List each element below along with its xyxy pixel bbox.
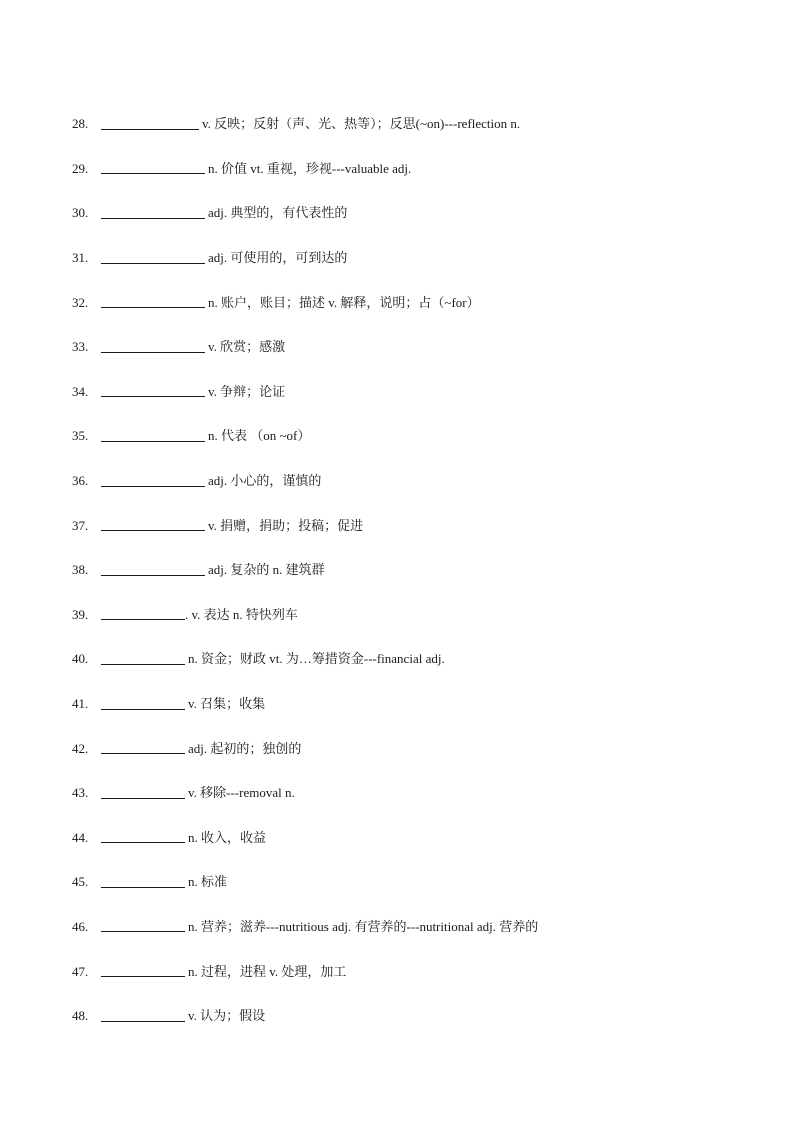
item-number: 28. [72,116,89,132]
answer-blank[interactable] [101,575,205,576]
list-item [72,459,772,504]
answer-blank[interactable] [101,887,185,888]
answer-blank[interactable] [101,263,205,264]
answer-blank[interactable] [101,664,185,665]
item-definition: adj. 小心的，谨慎的 [208,473,322,489]
answer-blank[interactable] [101,129,199,130]
item-number: 38. [72,562,89,578]
item-number: 35. [72,428,89,444]
answer-blank[interactable] [101,352,205,353]
item-definition: n. 收入，收益 [188,829,267,845]
answer-blank[interactable] [101,976,185,977]
item-definition: v. 召集；收集 [188,696,266,712]
item-definition: n. 过程，进程 v. 处理，加工 [188,963,347,979]
item-number: 45. [72,874,89,890]
list-item [72,503,772,548]
item-definition: n. 价值 vt. 重视，珍视---valuable adj. [208,160,412,176]
item-number: 40. [72,651,89,667]
item-number: 48. [72,1008,89,1024]
item-number: 43. [72,785,89,801]
item-number: 34. [72,383,89,399]
list-item [72,280,772,325]
list-item [72,637,772,682]
answer-blank[interactable] [101,842,185,843]
item-definition: n. 标准 [188,874,228,890]
item-number: 46. [72,918,89,934]
item-definition: adj. 起初的；独创的 [188,740,302,756]
list-item [72,370,772,415]
item-definition: v. 反映；反射（声、光、热等）；反思(~on)---reflection n. [202,116,521,132]
item-number: 33. [72,339,89,355]
item-number: 30. [72,205,89,221]
answer-blank[interactable] [101,486,205,487]
item-definition: n. 资金；财政 vt. 为…筹措资金---financial adj. [188,651,445,667]
list-item [72,147,772,192]
answer-blank[interactable] [101,396,205,397]
list-item [72,191,772,236]
item-number: 44. [72,829,89,845]
list-item [72,325,772,370]
list-item [72,771,772,816]
answer-blank[interactable] [101,307,205,308]
item-number: 29. [72,160,89,176]
item-definition: v. 欣赏；感激 [208,339,286,355]
answer-blank[interactable] [101,530,205,531]
answer-blank[interactable] [101,619,185,620]
list-item [72,682,772,727]
list-item [72,726,772,771]
item-number: 36. [72,473,89,489]
list-item [72,860,772,905]
list-item [72,593,772,638]
item-definition: v. 移除---removal n. [188,785,295,801]
list-item [72,905,772,950]
list-item [72,949,772,994]
item-number: 39. [72,606,89,622]
list-item [72,414,772,459]
item-number: 41. [72,696,89,712]
item-definition: n. 代表 （on ~of） [208,428,311,444]
item-definition: v. 捐赠，捐助；投稿；促进 [208,517,364,533]
item-definition: adj. 复杂的 n. 建筑群 [208,562,325,578]
answer-blank[interactable] [101,441,205,442]
list-item [72,816,772,861]
item-number: 31. [72,250,89,266]
item-definition: n. 营养；滋养---nutritious adj. 有营养的---nutritional adj. 营养的 [188,918,539,934]
item-definition: . v. 表达 n. 特快列车 [185,606,298,622]
answer-blank[interactable] [101,753,185,754]
item-number: 37. [72,517,89,533]
item-number: 32. [72,294,89,310]
item-number: 47. [72,963,89,979]
answer-blank[interactable] [101,798,185,799]
list-item [72,102,772,147]
item-number: 42. [72,740,89,756]
answer-blank[interactable] [101,173,205,174]
answer-blank[interactable] [101,931,185,932]
item-definition: adj. 典型的，有代表性的 [208,205,348,221]
item-definition: v. 认为；假设 [188,1008,266,1024]
answer-blank[interactable] [101,709,185,710]
answer-blank[interactable] [101,218,205,219]
item-definition: adj. 可使用的，可到达的 [208,250,348,266]
list-item [72,994,772,1039]
vocabulary-list [72,102,772,1038]
item-definition: v. 争辩；论证 [208,383,286,399]
list-item [72,236,772,281]
list-item [72,548,772,593]
answer-blank[interactable] [101,1021,185,1022]
item-definition: n. 账户，账目；描述 v. 解释，说明；占（~for） [208,294,480,310]
